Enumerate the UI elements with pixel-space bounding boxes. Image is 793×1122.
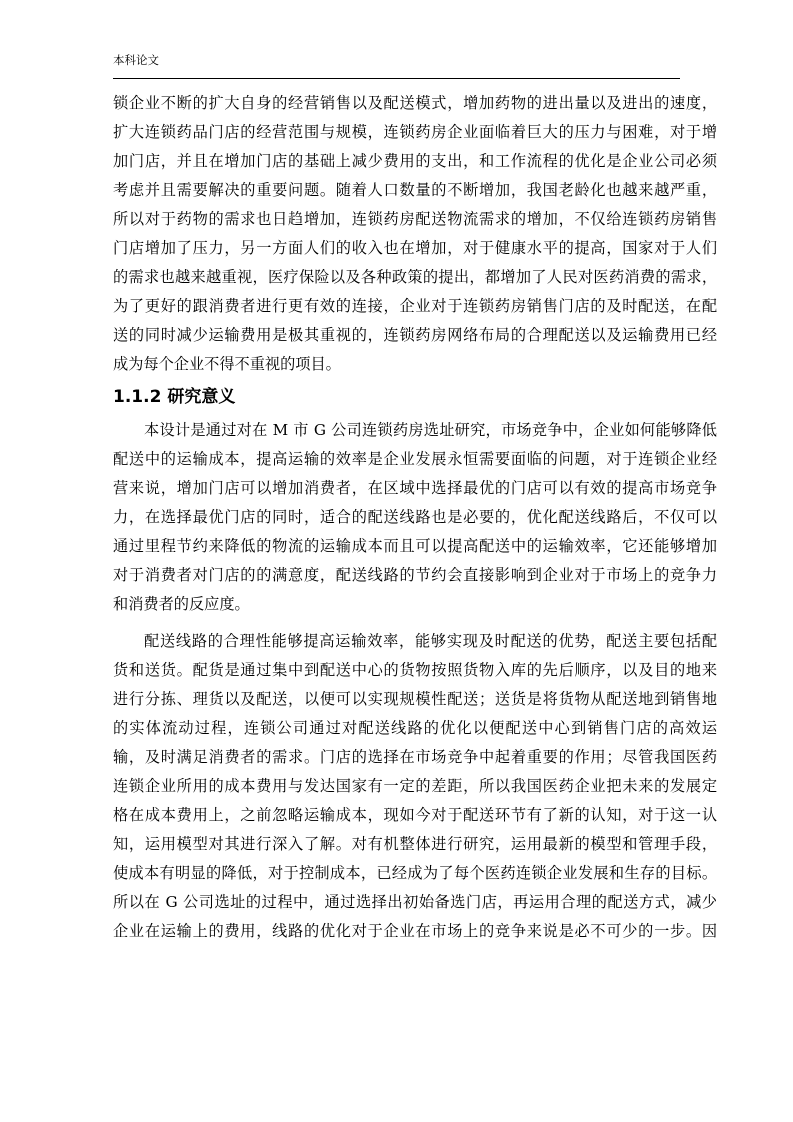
text-line: 的实体流动过程，连锁公司通过对配送线路的优化以便配送中心到销售门店的高效运 [113, 719, 717, 737]
text-line: 锁企业不断的扩大自身的经营销售以及配送模式，增加药物的进出量以及进出的速度， [113, 94, 717, 112]
text-line: 加门店，并且在增加门店的基础上减少费用的支出，和工作流程的优化是企业公司必须 [113, 152, 717, 170]
text-line: 货和送货。配货是通过集中到配送中心的货物按照货物入库的先后顺序，以及目的地来 [113, 661, 717, 679]
text-line: 通过里程节约来降低的物流的运输成本而且可以提高配送中的运输效率，它还能够增加 [113, 537, 717, 555]
text-line: 进行分拣、理货以及配送，以便可以实现规模性配送；送货是将货物从配送地到销售地 [113, 690, 717, 708]
text-line: 扩大连锁药品门店的经营范围与规模，连锁药房企业面临着巨大的压力与困难，对于增 [113, 123, 717, 141]
text-line: 营来说，增加门店可以增加消费者，在区域中选择最优的门店可以有效的提高市场竞争 [113, 479, 717, 497]
text-line: 输，及时满足消费者的需求。门店的选择在市场竞争中起着重要的作用；尽管我国医药 [113, 748, 717, 766]
text-line: 连锁企业所用的成本费用与发达国家有一定的差距，所以我国医药企业把未来的发展定 [113, 777, 717, 795]
text-line: 企业在运输上的费用，线路的优化对于企业在市场上的竞争来说是必不可少的一步。因 [113, 922, 717, 940]
text-line: 力，在选择最优门店的同时，适合的配送线路也是必要的，优化配送线路后，不仅可以 [113, 508, 717, 526]
section-number: 1.1.2 [113, 387, 162, 407]
text-line: 格在成本费用上，之前忽略运输成本，现如今对于配送环节有了新的认知，对于这一认 [113, 806, 717, 824]
text-line: 本设计是通过对在 M 市 G 公司连锁药房选址研究，市场竞争中，企业如何能够降低 [144, 421, 717, 439]
text-line: 知，运用模型对其进行深入了解。对有机整体进行研究，运用最新的模型和管理手段， [113, 835, 717, 853]
text-line: 所以在 G 公司选址的过程中，通过选择出初始备选门店，再运用合理的配送方式，减少 [113, 893, 717, 911]
text-line: 为了更好的跟消费者进行更有效的连接，企业对于连锁药房销售门店的及时配送，在配 [113, 297, 717, 315]
text-line: 配送中的运输成本，提高运输的效率是企业发展永恒需要面临的问题，对于连锁企业经 [113, 450, 717, 468]
text-line: 的需求也越来越重视，医疗保险以及各种政策的提出，都增加了人民对医药消费的需求， [113, 268, 717, 286]
text-line: 考虑并且需要解决的重要问题。随着人口数量的不断增加，我国老龄化也越来越严重， [113, 181, 717, 199]
text-line: 门店增加了压力，另一方面人们的收入也在增加，对于健康水平的提高，国家对于人们 [113, 239, 717, 257]
paragraph-1 [113, 89, 717, 379]
paragraph-3 [113, 627, 717, 946]
section-title: 研究意义 [167, 387, 236, 407]
text-line: 送的同时减少运输费用是极其重视的，连锁药房网络布局的合理配送以及运输费用已经 [113, 326, 717, 344]
running-header: 本科论文 [113, 52, 680, 79]
text-line: 成为每个企业不得不重视的项目。 [113, 355, 341, 373]
page-body [113, 89, 717, 946]
text-line: 使成本有明显的降低，对于控制成本，已经成为了每个医药连锁企业发展和生存的目标。 [113, 864, 717, 882]
text-line: 所以对于药物的需求也日趋增加，连锁药房配送物流需求的增加，不仅给连锁药房销售 [113, 210, 717, 228]
paragraph-2 [113, 416, 717, 619]
text-line: 和消费者的反应度。 [113, 595, 250, 613]
text-line: 配送线路的合理性能够提高运输效率，能够实现及时配送的优势，配送主要包括配 [144, 632, 717, 650]
section-heading [113, 381, 717, 414]
text-line: 对于消费者对门店的的满意度，配送线路的节约会直接影响到企业对于市场上的竞争力 [113, 566, 717, 584]
